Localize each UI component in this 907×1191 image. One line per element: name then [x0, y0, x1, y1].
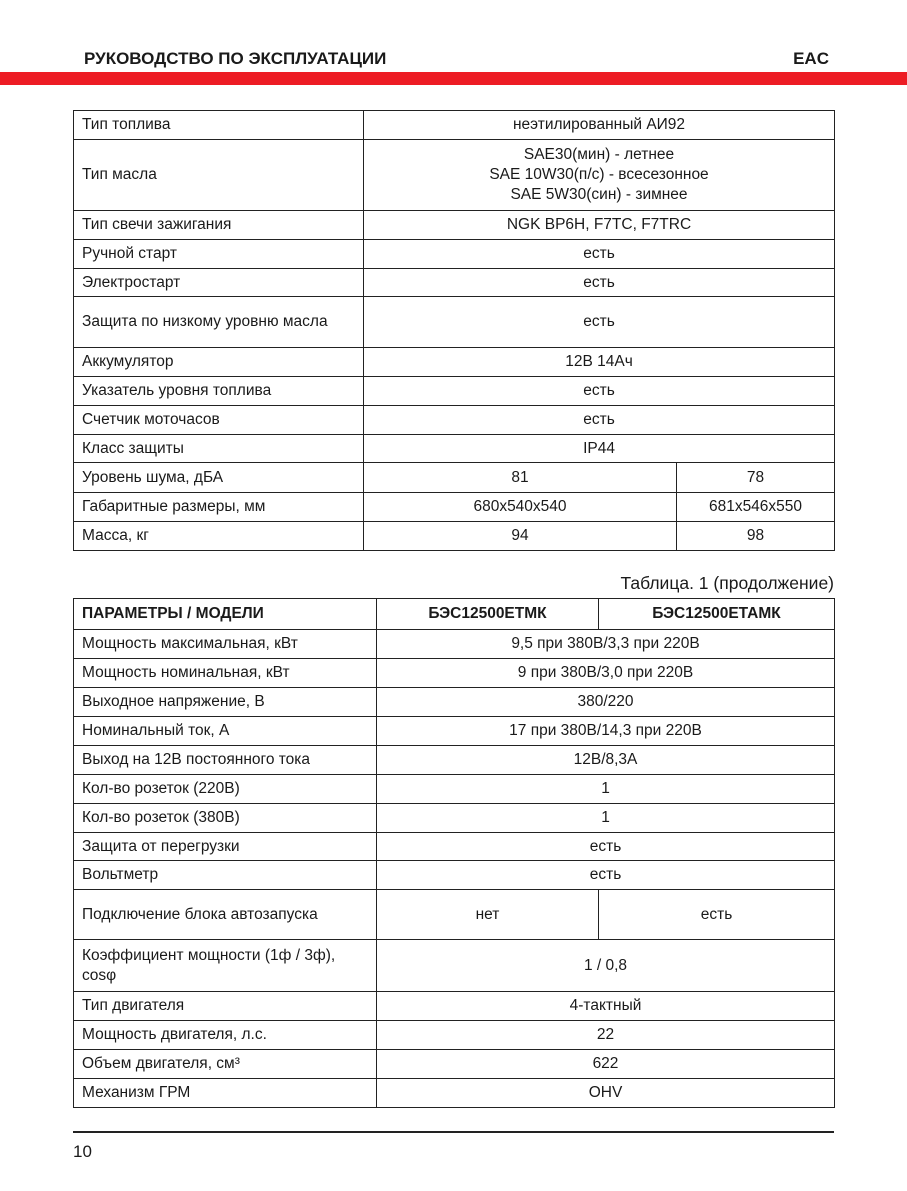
param-value: 22 — [377, 1021, 835, 1050]
param-value: есть — [364, 377, 835, 406]
header-title: РУКОВОДСТВО ПО ЭКСПЛУАТАЦИИ — [84, 49, 387, 68]
param-value: NGK BP6H, F7TC, F7TRC — [364, 211, 835, 240]
param-value: 12В 14Ач — [364, 348, 835, 377]
param-value-line: SAE 10W30(п/с) - всесезонное — [489, 166, 709, 183]
param-value: 12В/8,3А — [377, 746, 835, 775]
param-value-line: SAE30(мин) - летнее — [523, 146, 675, 163]
value-model-1: 680x540x540 — [364, 493, 677, 522]
param-label: Вольтметр — [74, 861, 377, 890]
param-label: Выход на 12В постоянного тока — [74, 746, 377, 775]
param-label: Тип масла — [74, 140, 364, 211]
param-label: Мощность максимальная, кВт — [74, 630, 377, 659]
param-value: 9 при 380В/3,0 при 220В — [377, 659, 835, 688]
param-label: Масса, кг — [74, 522, 364, 551]
value-model-2: 98 — [677, 522, 835, 551]
param-label: Счетчик моточасов — [74, 406, 364, 435]
param-value: 622 — [377, 1050, 835, 1079]
param-value: есть — [364, 297, 835, 348]
param-label: Тип свечи зажигания — [74, 211, 364, 240]
param-label: Аккумулятор — [74, 348, 364, 377]
table-row — [74, 890, 835, 940]
value-model-1: 94 — [364, 522, 677, 551]
table-row — [74, 1021, 835, 1050]
value-model-2: 681x546x550 — [677, 493, 835, 522]
table-row — [74, 140, 835, 211]
param-value: есть — [364, 406, 835, 435]
table-row — [74, 435, 835, 463]
param-value: 380/220 — [377, 688, 835, 717]
table-row — [74, 111, 835, 140]
param-label: Номинальный ток, А — [74, 717, 377, 746]
table-row — [74, 630, 835, 659]
param-value — [364, 140, 835, 211]
param-label: Кол-во розеток (380В) — [74, 804, 377, 833]
value-model-1: 81 — [364, 463, 677, 493]
specs-table-part1 — [73, 110, 835, 551]
param-value: есть — [364, 269, 835, 297]
param-label: Объем двигателя, см³ — [74, 1050, 377, 1079]
param-label: Уровень шума, дБА — [74, 463, 364, 493]
param-value: 9,5 при 380В/3,3 при 220В — [377, 630, 835, 659]
footer-divider — [73, 1131, 834, 1133]
param-label: Механизм ГРМ — [74, 1079, 377, 1108]
table-row — [74, 240, 835, 269]
eac-mark: EAC — [793, 49, 829, 68]
param-label: Выходное напряжение, В — [74, 688, 377, 717]
table-row — [74, 297, 835, 348]
page-number: 10 — [73, 1142, 92, 1161]
table-row — [74, 833, 835, 861]
param-label: Мощность номинальная, кВт — [74, 659, 377, 688]
param-value: OHV — [377, 1079, 835, 1108]
table-header-row — [74, 599, 835, 630]
param-value: неэтилированный АИ92 — [364, 111, 835, 140]
param-label: Габаритные размеры, мм — [74, 493, 364, 522]
param-label: Мощность двигателя, л.с. — [74, 1021, 377, 1050]
param-label: Указатель уровня топлива — [74, 377, 364, 406]
table-row — [74, 377, 835, 406]
header-red-bar — [0, 72, 907, 85]
param-value: есть — [377, 833, 835, 861]
param-label: Подключение блока автозапуска — [74, 890, 377, 940]
header-params: ПАРАМЕТРЫ / МОДЕЛИ — [74, 599, 377, 630]
table-row — [74, 463, 835, 493]
param-label: Ручной старт — [74, 240, 364, 269]
table-caption: Таблица. 1 (продолжение) — [620, 573, 834, 593]
table-row — [74, 940, 835, 992]
table-row — [74, 688, 835, 717]
table-row — [74, 493, 835, 522]
param-value: IP44 — [364, 435, 835, 463]
param-label: Электростарт — [74, 269, 364, 297]
table-row — [74, 659, 835, 688]
value-model-2: есть — [599, 890, 835, 940]
param-value: 17 при 380В/14,3 при 220В — [377, 717, 835, 746]
table-row — [74, 775, 835, 804]
table-row — [74, 348, 835, 377]
table-row — [74, 804, 835, 833]
param-label: Тип двигателя — [74, 992, 377, 1021]
param-value: есть — [364, 240, 835, 269]
param-value: есть — [377, 861, 835, 890]
param-label: Тип топлива — [74, 111, 364, 140]
table-row — [74, 717, 835, 746]
param-value: 1 / 0,8 — [377, 940, 835, 992]
param-value: 1 — [377, 775, 835, 804]
value-model-2: 78 — [677, 463, 835, 493]
param-value-line: SAE 5W30(син) - зимнее — [510, 186, 688, 203]
param-label: Кол-во розеток (220В) — [74, 775, 377, 804]
param-value: 1 — [377, 804, 835, 833]
specs-table-part2 — [73, 598, 835, 1108]
table-row — [74, 746, 835, 775]
header-model-2: БЭС12500ЕТАМК — [599, 599, 835, 630]
header-model-1: БЭС12500ЕТМК — [377, 599, 599, 630]
param-label: Коэффициент мощности (1ф / 3ф), cosφ — [74, 940, 377, 992]
param-label: Защита от перегрузки — [74, 833, 377, 861]
table-row — [74, 211, 835, 240]
table-row — [74, 1079, 835, 1108]
table-row — [74, 861, 835, 890]
value-model-1: нет — [377, 890, 599, 940]
table-row — [74, 269, 835, 297]
param-label: Защита по низкому уровню масла — [74, 297, 364, 348]
param-value: 4-тактный — [377, 992, 835, 1021]
param-label: Класс защиты — [74, 435, 364, 463]
table-row — [74, 1050, 835, 1079]
table-row — [74, 522, 835, 551]
table-row — [74, 406, 835, 435]
table-row — [74, 992, 835, 1021]
